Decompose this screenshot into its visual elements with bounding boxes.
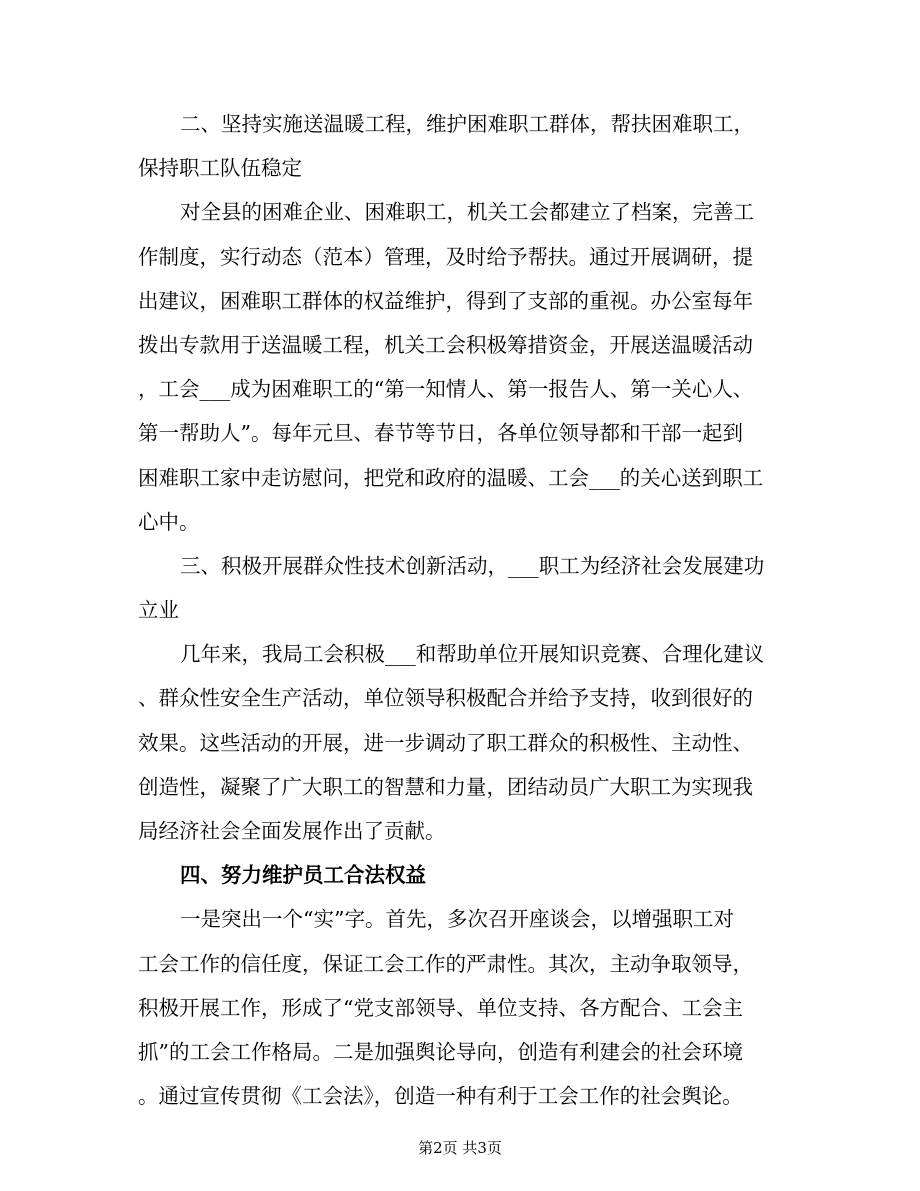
text-line: 工会工作的信任度，保证工会工作的严肃性。其次，主动争取领导，	[138, 951, 753, 976]
text-line: 保持职工队伍稳定	[138, 156, 302, 181]
body-paragraph	[138, 190, 788, 544]
text-line: 对全县的困难企业、困难职工，机关工会都建立了档案，完善工	[180, 200, 754, 225]
text-line: 心中。	[138, 509, 200, 534]
document-body	[138, 102, 788, 1118]
section-heading-3	[138, 544, 788, 632]
text-line: 创造性，凝聚了广大职工的智慧和力量，团结动员广大职工为实现我	[138, 774, 753, 799]
text-line: 第一帮助人”。每年元旦、春节等节日，各单位领导都和干部一起到	[138, 421, 743, 446]
text-line: ，工会___成为困难职工的“第一知情人、第一报告人、第一关心人、	[138, 377, 754, 402]
text-line: 抓”的工会工作格局。二是加强舆论导向，创造有利建会的社会环境	[138, 1039, 743, 1064]
text-line: 。通过宣传贯彻《工会法》，创造一种有利于工会工作的社会舆论。	[138, 1084, 743, 1109]
section-heading-4	[138, 853, 788, 897]
text-line: 效果。这些活动的开展，进一步调动了职工群众的积极性、主动性、	[138, 730, 753, 755]
text-line: 四、努力维护员工合法权益	[180, 863, 426, 888]
text-line: 困难职工家中走访慰问，把党和政府的温暖、工会___的关心送到职工	[138, 465, 764, 490]
text-line: 几年来，我局工会积极___和帮助单位开展知识竞赛、合理化建议	[180, 642, 765, 667]
body-paragraph	[138, 632, 788, 853]
text-line: 一是突出一个“实”字。首先，多次召开座谈会，以增强职工对	[180, 907, 734, 932]
text-line: 二、坚持实施送温暖工程，维护困难职工群体，帮扶困难职工，	[180, 112, 754, 136]
text-line: 三、积极开展群众性技术创新活动，___职工为经济社会发展建功	[180, 553, 765, 578]
text-line: 、群众性安全生产活动，单位领导积极配合并给予支持，收到很好的	[138, 686, 753, 711]
section-heading-2	[138, 102, 788, 190]
text-line: 局经济社会全面发展作出了贡献。	[138, 819, 446, 843]
text-line: 出建议，困难职工群体的权益维护，得到了支部的重视。办公室每年	[138, 288, 753, 313]
page-indicator: 第2页 共3页	[418, 1139, 502, 1157]
body-paragraph	[138, 897, 788, 1118]
text-line: 积极开展工作，形成了“党支部领导、单位支持、各方配合、工会主	[138, 995, 743, 1020]
text-line: 作制度，实行动态（范本）管理，及时给予帮扶。通过开展调研，提	[138, 244, 753, 269]
text-line: 立业	[138, 598, 179, 623]
text-line: 拨出专款用于送温暖工程，机关工会积极筹措资金，开展送温暖活动	[138, 332, 753, 357]
